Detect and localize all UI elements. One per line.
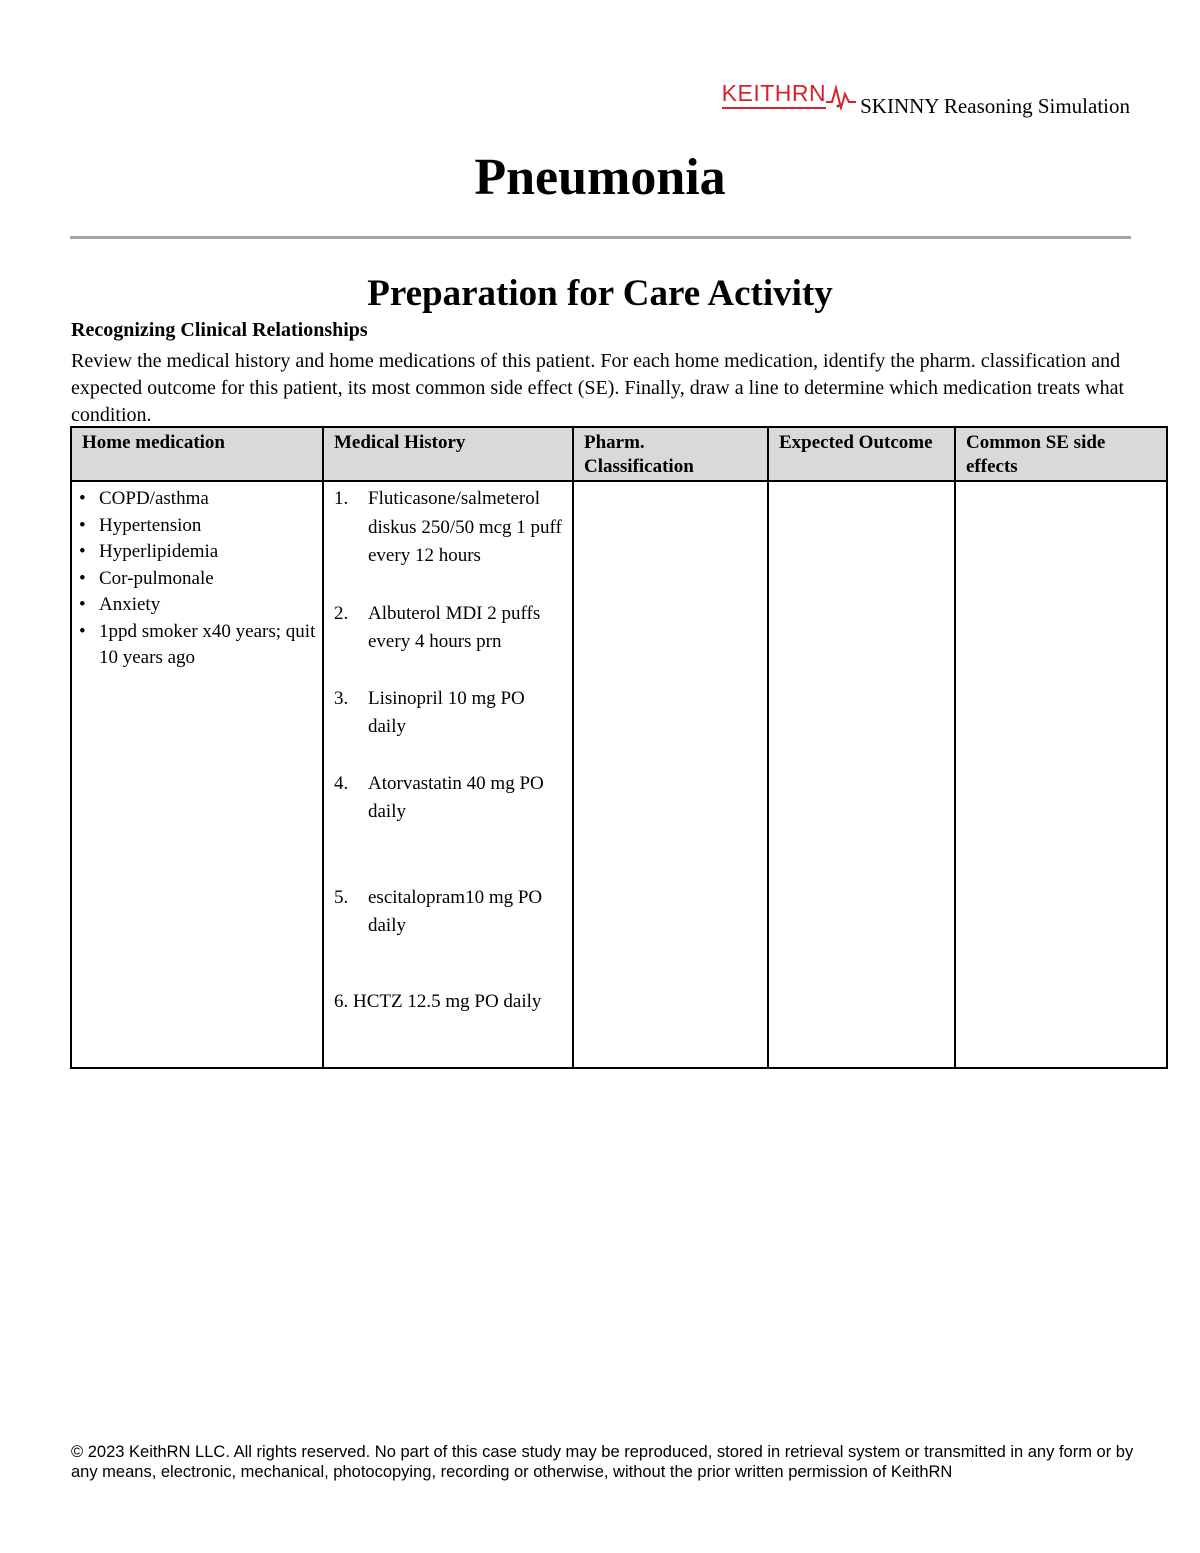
page-header [722, 76, 1130, 116]
keithrn-logo [722, 80, 856, 116]
copyright-footer: © 2023 KeithRN LLC. All rights reserved. No part of this case study may be reproduced, stored in retrieval system or transmitted in any form or by any means, electronic, mechanical, photocopying, recording or otherwise, without the prior written permission of KeithRN [71, 1443, 1134, 1481]
section-title: Preparation for Care Activity [367, 273, 833, 314]
medication-item: 2. Albuterol MDI 2 puffs every 4 hours prn [334, 602, 541, 652]
history-cell [71, 481, 323, 1068]
heartbeat-line-icon [826, 80, 856, 110]
side-effects-cell[interactable] [955, 481, 1167, 1068]
column-header-medical-history: Medical History [323, 427, 573, 481]
section-subheading: Recognizing Clinical Relationships [71, 319, 368, 341]
column-header-home-medication: Home medication [71, 427, 323, 481]
medication-item: 6. HCTZ 12.5 mg PO daily [334, 990, 542, 1012]
logo-text: KEITHRN [722, 80, 826, 109]
title-divider [70, 236, 1131, 239]
list-item: • Cor-pulmonale [78, 566, 316, 593]
column-header-common-side-effects: Common SE side effects [955, 427, 1167, 481]
medication-list [324, 482, 572, 1016]
medication-table [70, 426, 1168, 1069]
medication-item: 4. Atorvastatin 40 mg PO daily [334, 772, 544, 822]
medication-item: 1. Fluticasone/salmeterol diskus 250/50 mcg 1 puff every 12 hours [334, 488, 562, 566]
medications-cell [323, 481, 573, 1068]
history-list [72, 482, 322, 672]
column-header-pharm-classification: Pharm. Classification [573, 427, 768, 481]
table-header-row [71, 427, 1167, 481]
list-item: • 1ppd smoker x40 years; quit 10 years ago [78, 619, 316, 672]
list-item: • COPD/asthma [78, 486, 316, 513]
simulation-subtitle: SKINNY Reasoning Simulation [860, 94, 1130, 118]
list-item: • Hyperlipidemia [78, 539, 316, 566]
page-title: Pneumonia [474, 149, 726, 206]
expected-outcome-cell[interactable] [768, 481, 955, 1068]
table-row [71, 481, 1167, 1068]
medication-item: 3. Lisinopril 10 mg PO daily [334, 687, 525, 737]
instructions-paragraph: Review the medical history and home medications of this patient. For each home medication, identify the pharm. classification and expected outcome for this patient, its most common side effect (SE). Finally, draw a line to determine which medication treats what condition. [71, 350, 1125, 426]
column-header-expected-outcome: Expected Outcome [768, 427, 955, 481]
list-item: • Hypertension [78, 513, 316, 540]
pharm-classification-cell[interactable] [573, 481, 768, 1068]
list-item: • Anxiety [78, 592, 316, 619]
medication-item: 5. escitalopram10 mg PO daily [334, 886, 543, 936]
